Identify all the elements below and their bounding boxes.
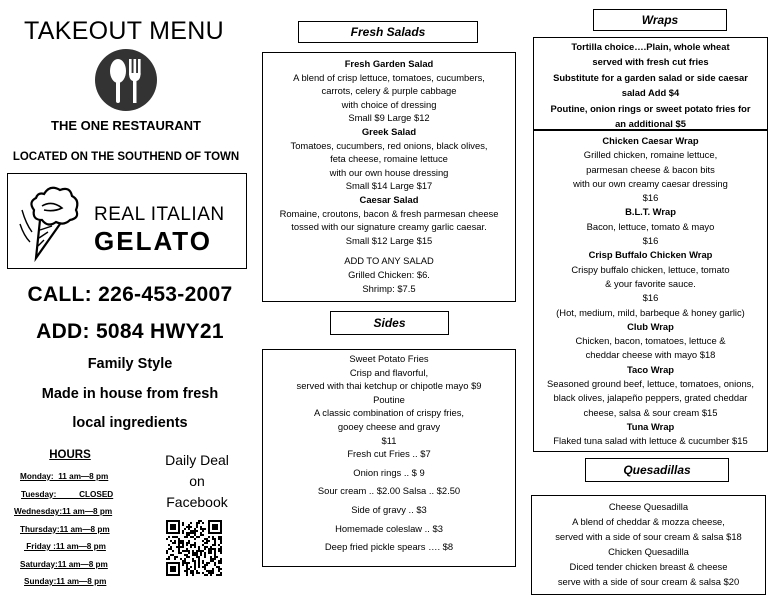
wraps-heading: Wraps	[641, 13, 679, 27]
salad-line: Grilled Chicken: $6.	[348, 268, 430, 280]
salad-line: feta cheese, romaine lettuce	[330, 153, 448, 165]
hours-row-thursday: Thursday:11 am—8 pm	[20, 524, 110, 534]
side-line: Deep fried pickle spears …. $8	[324, 541, 454, 553]
hours-row-sunday: Sunday:11 am—8 pm	[24, 577, 107, 586]
wrap-info-line: served with fresh cut fries	[592, 55, 709, 67]
fresh-salads-heading-box	[298, 21, 478, 43]
salad-line: ADD TO ANY SALAD	[344, 255, 434, 267]
quesadilla-line: Cheese Quesadilla	[608, 501, 689, 512]
wrap-line: $16	[642, 235, 659, 247]
hours-heading: HOURS	[49, 449, 91, 461]
wrap-info-line: Poutine, onion rings or sweet potato fries for	[550, 103, 751, 114]
spoon-fork-icon	[94, 47, 158, 113]
salad-line: Small $12 Large $15	[345, 234, 433, 246]
side-line: Homemade coleslaw .. $3	[335, 522, 443, 534]
side-line: served with thai ketchup or chipotle mayo $9	[296, 380, 482, 392]
salad-line: Shrimp: $7.5	[362, 282, 416, 294]
wrap-line: $16	[642, 192, 659, 204]
quesadilla-line: serve with a side of sour cream & salsa $20	[557, 576, 740, 587]
hours-row-monday: Monday: 11 am—8 pm	[20, 472, 109, 481]
salad-line: with choice of dressing	[341, 98, 437, 110]
side-line: gooey cheese and gravy	[337, 420, 441, 432]
side-line: $11	[381, 434, 397, 446]
wrap-line: $16	[642, 292, 659, 304]
fresh-salads-box	[262, 52, 516, 302]
wrap-line: cheddar cheese with mayo $18	[585, 349, 716, 361]
wraps-heading-box	[593, 9, 727, 31]
wrap-line: Flaked tuna salad with lettuce & cucumber $15	[553, 435, 748, 447]
wrap-line: Chicken, bacon, tomatoes, lettuce &	[575, 335, 726, 347]
salad-line	[263, 247, 515, 254]
wrap-info-line: Tortilla choice….Plain, whole wheat	[571, 41, 730, 52]
wrap-line: (Hot, medium, mild, barbeque & honey garlic)	[556, 306, 745, 318]
gelato-line2: GELATO	[94, 226, 212, 256]
phone-number: CALL: 226-453-2007	[27, 283, 233, 306]
restaurant-logo	[94, 47, 158, 113]
sides-heading: Sides	[373, 316, 406, 330]
sides-box	[262, 349, 516, 567]
wrap-line: cheese, salsa & sour cream $15	[583, 406, 718, 418]
quesadilla-line: Diced tender chicken breast & cheese	[569, 561, 728, 572]
daily-deal-line2: on	[189, 473, 205, 489]
wrap-name: Chicken Caesar Wrap	[602, 135, 699, 146]
hours-row-wednesday: Wednesday:11 am—8 pm	[14, 507, 113, 516]
hours-list	[14, 472, 144, 595]
wrap-line: Grilled chicken, romaine lettuce,	[583, 149, 718, 161]
side-line: Sweet Potato Fries	[349, 353, 429, 364]
side-line: Sour cream .. $2.00 Salsa .. $2.50	[317, 485, 461, 497]
wrap-line: black olives, jalapeño peppers, grated cheddar	[553, 392, 748, 404]
side-line: Poutine	[373, 393, 405, 405]
daily-deal-text	[150, 450, 244, 513]
quesadilla-line: Chicken Quesadilla	[608, 546, 689, 557]
wrap-info-line: salad Add $4	[621, 86, 680, 98]
tagline-1: Family Style	[87, 356, 173, 372]
quesadillas-heading-box	[585, 458, 729, 482]
wrap-line: & your favorite sauce.	[605, 277, 696, 289]
side-line: Side of gravy .. $3	[351, 503, 427, 515]
salad-line: Tomatoes, cucumbers, red onions, black olives,	[290, 139, 488, 151]
side-line: Fresh cut Fries .. $7	[347, 448, 431, 460]
salad-name: Caesar Salad	[359, 193, 419, 205]
salad-line: tossed with our signature creamy garlic caesar.	[291, 221, 487, 233]
wrap-line: Bacon, lettuce, tomato & mayo	[586, 220, 715, 232]
wrap-name: Tuna Wrap	[626, 420, 675, 432]
wrap-line: parmesan cheese & bacon bits	[586, 163, 715, 175]
wrap-info-line: an additional $5	[615, 117, 686, 129]
gelato-line1: REAL ITALIAN	[94, 204, 225, 225]
page-title: TAKEOUT MENU	[24, 17, 224, 45]
quesadillas-heading: Quesadillas	[623, 463, 691, 477]
wrap-line: Crispy buffalo chicken, lettuce, tomato	[571, 263, 730, 275]
salad-line: A blend of crisp lettuce, tomatoes, cucumbers,	[293, 71, 485, 83]
side-line: Crisp and flavorful,	[349, 366, 429, 378]
tagline-2: Made in house from fresh	[41, 386, 219, 402]
daily-deal-line1: Daily Deal	[165, 452, 229, 468]
quesadillas-box	[531, 495, 766, 595]
address: ADD: 5084 HWY21	[36, 320, 224, 343]
wrap-name: B.L.T. Wrap	[625, 206, 676, 218]
salad-line: with our own house dressing	[329, 166, 449, 178]
wrap-line: with our own creamy caesar dressing	[573, 177, 728, 189]
location-text: LOCATED ON THE SOUTHEND OF TOWN	[12, 151, 240, 163]
salad-line: Small $14 Large $17	[345, 180, 433, 192]
hours-row-friday: Friday :11 am—8 pm	[24, 542, 106, 551]
qr-code-icon[interactable]	[166, 520, 222, 576]
wrap-name: Taco Wrap	[626, 363, 675, 375]
salad-line: Romaine, croutons, bacon & fresh parmesan cheese	[279, 207, 499, 219]
quesadilla-line: served with a side of sour cream & salsa $18	[555, 531, 742, 542]
salad-line: Small $9 Large $12	[348, 112, 430, 124]
wrap-line: Seasoned ground beef, lettuce, tomatoes, onions,	[547, 378, 754, 390]
hours-row-tuesday: Tuesday: CLOSED	[21, 489, 114, 499]
salad-line: carrots, celery & purple cabbage	[321, 85, 457, 97]
fresh-salads-heading: Fresh Salads	[350, 25, 426, 39]
daily-deal-line3: Facebook	[166, 494, 228, 510]
wraps-info-box	[533, 37, 768, 130]
gelato-cone-icon	[14, 180, 96, 264]
salad-name: Fresh Garden Salad	[344, 58, 434, 69]
hours-row-saturday: Saturday:11 am—8 pm	[20, 559, 108, 569]
wrap-info-line: Substitute for a garden salad or side caesar	[553, 72, 748, 83]
quesadilla-line: A blend of cheddar & mozza cheese,	[572, 516, 725, 527]
wraps-items-box	[533, 130, 768, 452]
tagline-3: local ingredients	[72, 415, 188, 431]
restaurant-name: THE ONE RESTAURANT	[51, 118, 201, 133]
gelato-banner	[7, 173, 247, 269]
side-line: Onion rings .. $ 9	[353, 466, 425, 478]
sides-heading-box	[330, 311, 449, 335]
salad-name: Greek Salad	[361, 125, 417, 137]
side-line: A classic combination of crispy fries,	[313, 407, 465, 419]
wrap-name: Crisp Buffalo Chicken Wrap	[588, 249, 713, 261]
wrap-name: Club Wrap	[627, 320, 674, 332]
